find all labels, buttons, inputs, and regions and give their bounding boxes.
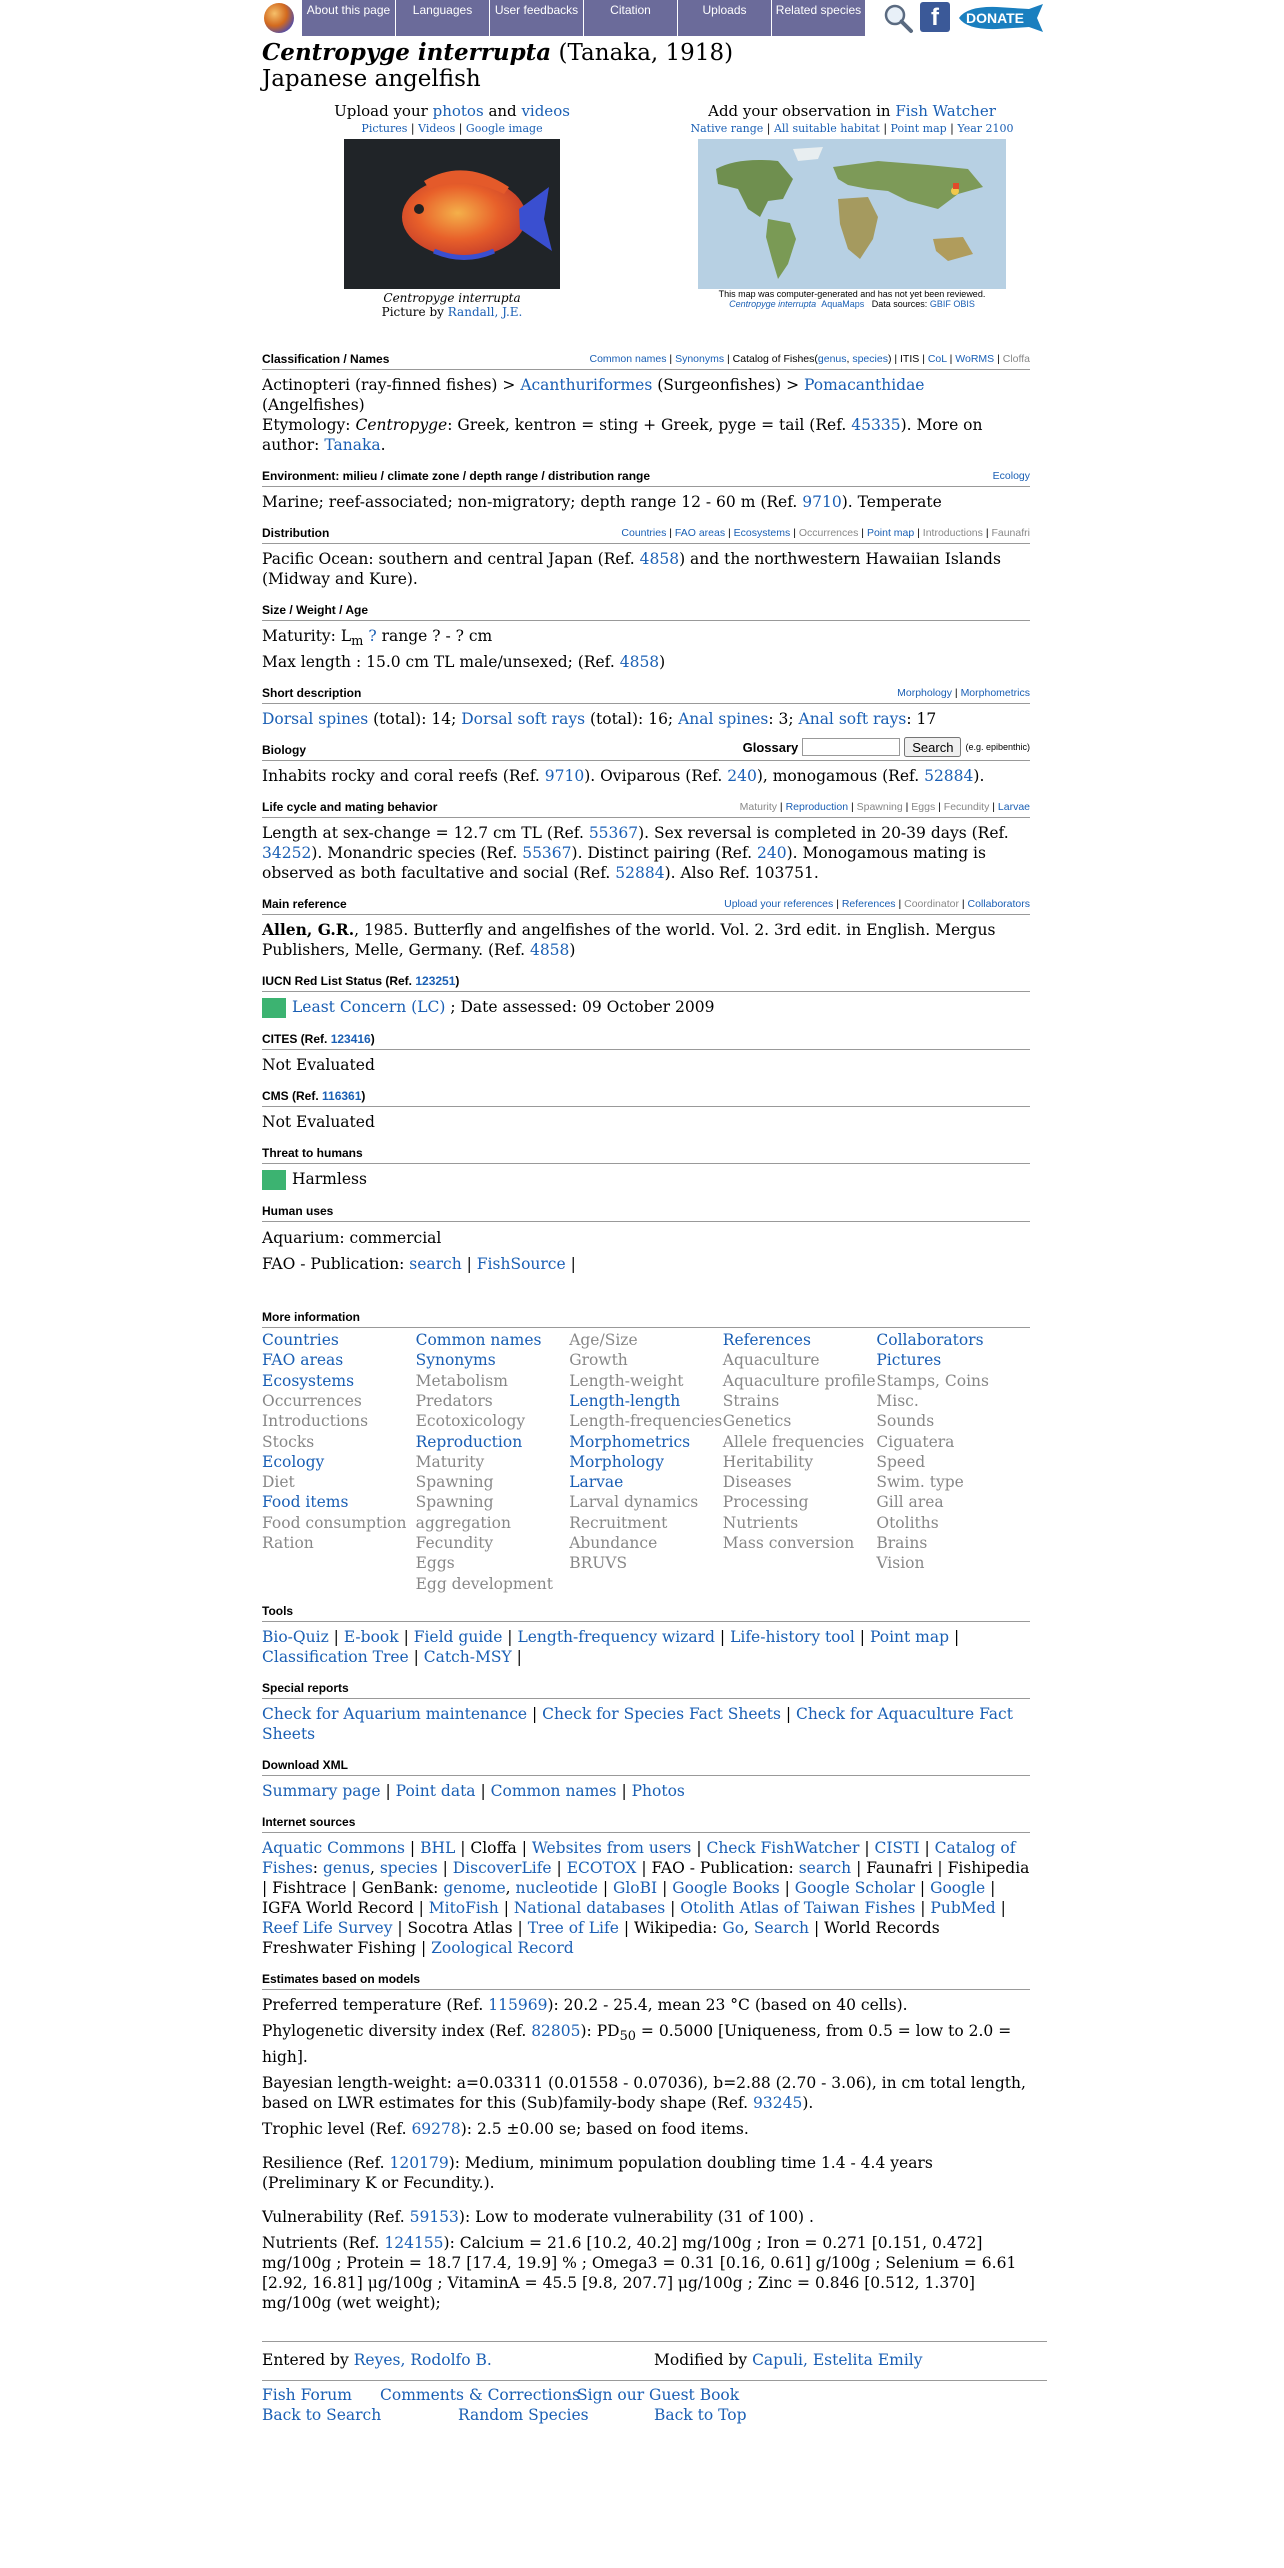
source-aquatic-commons[interactable]: Aquatic Commons: [262, 1838, 405, 1857]
source-globi[interactable]: GloBI: [612, 1878, 658, 1897]
more-info-common-names[interactable]: Common names: [415, 1331, 542, 1350]
nav-citation[interactable]: Citation: [584, 0, 678, 36]
ref-link[interactable]: 240: [757, 844, 787, 863]
fao-search-link[interactable]: search: [409, 1255, 462, 1274]
more-info-diseases: Diseases: [722, 1473, 792, 1492]
photo-panel: [322, 102, 582, 319]
morphometrics-link[interactable]: Morphometrics: [960, 687, 1030, 700]
ref-link[interactable]: 69278: [411, 2120, 461, 2139]
source-discoverlife[interactable]: DiscoverLife: [452, 1858, 552, 1877]
human-uses-text: [262, 1228, 1030, 1274]
collaborators-link[interactable]: Collaborators: [967, 898, 1030, 911]
source-go[interactable]: Go: [722, 1918, 745, 1937]
ecology-link[interactable]: Ecology: [992, 470, 1030, 482]
source-tree-of-life[interactable]: Tree of Life: [527, 1918, 619, 1937]
ref-link[interactable]: 123416: [330, 1032, 371, 1047]
more-info-spawning: Spawning: [415, 1493, 494, 1512]
fish-illustration: [344, 139, 560, 289]
short-description-text: Dorsal spines (total): 14; Dorsal soft rays (total): 16; Anal spines: 3; Anal soft rays: 17: [262, 710, 937, 729]
nav-about-this-page[interactable]: About this page: [302, 0, 396, 36]
more-info-metabolism: Metabolism: [415, 1371, 508, 1390]
more-info-predators: Predators: [415, 1391, 493, 1410]
section-distribution: [262, 526, 1030, 589]
more-info-age-size: Age/Size: [569, 1331, 638, 1350]
more-info-heritability: Heritability: [722, 1452, 814, 1471]
more-info-ecology[interactable]: Ecology: [262, 1452, 325, 1471]
more-info-spawning: Spawning: [415, 1473, 494, 1492]
download-xml-links: Summary page | Point data | Common names | Photos: [262, 1781, 685, 1800]
check-for-species-fact-sheets-link[interactable]: Check for Species Fact Sheets: [542, 1704, 781, 1723]
ref-link[interactable]: 240: [727, 767, 757, 786]
distribution-map[interactable]: [698, 139, 1006, 289]
section-classification: [262, 352, 1030, 455]
world-map-illustration: [698, 139, 1006, 289]
more-info-gill-area: Gill area: [876, 1493, 944, 1512]
length-frequency-wizard-link[interactable]: Length-frequency wizard: [517, 1627, 715, 1646]
section-header: CITES (Ref. 123416): [262, 1032, 1030, 1050]
more-info-collaborators[interactable]: Collaborators: [876, 1331, 984, 1350]
common-names-link[interactable]: Common names: [589, 353, 667, 365]
section-header: Size / Weight / Age: [262, 603, 1030, 621]
more-info-aggregation: aggregation: [415, 1513, 511, 1532]
glossary-input[interactable]: [802, 738, 900, 756]
photos-link[interactable]: Photos: [631, 1781, 685, 1800]
countries-link[interactable]: Countries: [621, 527, 667, 539]
ref-link[interactable]: 9710: [544, 767, 585, 786]
more-info-larvae[interactable]: Larvae: [569, 1473, 624, 1492]
source-google-scholar[interactable]: Google Scholar: [794, 1878, 915, 1897]
random-species-link[interactable]: Random Species: [458, 2406, 589, 2425]
ref-link[interactable]: 124155: [384, 2234, 444, 2253]
order-link[interactable]: Acanthuriformes: [520, 376, 653, 394]
family-link[interactable]: Pomacanthidae: [804, 376, 925, 394]
more-info-pictures[interactable]: Pictures: [876, 1351, 942, 1370]
entered-by-link[interactable]: Reyes, Rodolfo B.: [353, 2351, 492, 2370]
comments-corrections-link[interactable]: Comments & Corrections: [380, 2386, 580, 2405]
back-to-top-link[interactable]: Back to Top: [654, 2406, 747, 2425]
size-text: Maturity: $L_m$ ? range ? - ? cm Max length : 15.0 cm TL male/unsexed; (Ref. 4858): [262, 627, 666, 672]
ref-link[interactable]: 55367: [588, 824, 639, 843]
more-info-column: [876, 1330, 1030, 1594]
more-info-ration: Ration: [262, 1534, 314, 1553]
footer-divider: [262, 2380, 1047, 2381]
section-header: Internet sources: [262, 1815, 1030, 1833]
maturity-link[interactable]: ?: [368, 627, 377, 645]
fish-photo[interactable]: [344, 139, 560, 289]
section-header: Distribution Countries | FAO areas | Ecosystems | Occurrences | Point map | Introductions | Faunafri: [262, 526, 1030, 544]
section-life-cycle: [262, 800, 1030, 883]
ref-link[interactable]: 120179: [389, 2154, 449, 2173]
photo-links: Pictures | Videos | Google image: [361, 122, 543, 135]
dorsal-soft-rays-link[interactable]: Dorsal soft rays: [461, 710, 586, 729]
source-label-fao-publication: FAO - Publication:: [651, 1858, 794, 1877]
more-info-swim-type: Swim. type: [876, 1473, 964, 1492]
summary-page-link[interactable]: Summary page: [262, 1781, 381, 1800]
nav-languages[interactable]: Languages: [396, 0, 490, 36]
more-info-vision: Vision: [876, 1554, 925, 1573]
ecosystems-link[interactable]: Ecosystems: [733, 527, 791, 539]
section-main-reference: [262, 897, 1030, 960]
more-info-allele-frequencies: Allele frequencies: [722, 1432, 865, 1451]
more-info-food-consumption: Food consumption: [262, 1513, 407, 1532]
fao-publication: FAO - Publication: search | FishSource |: [262, 1255, 576, 1274]
source-genome[interactable]: genome: [443, 1878, 506, 1897]
references-link[interactable]: References: [841, 898, 896, 911]
iucn-status: Least Concern (LC) ; Date assessed: 09 October 2009: [262, 997, 1030, 1018]
upload-references-link[interactable]: Upload your references: [724, 898, 834, 911]
source-google[interactable]: Google: [930, 1878, 986, 1897]
footer-credits: Entered by Reyes, Rodolfo B. Modified by Capuli, Estelita Emily: [262, 2351, 923, 2370]
source-label-world-records-freshwater-fishing: World Records Freshwater Fishing: [262, 1918, 940, 1957]
distribution-text: Pacific Ocean: southern and central Japan (Ref. 4858) and the northwestern Hawaiian Islands (Midway and Kure).: [262, 550, 1001, 588]
catalog-genus-link[interactable]: genus: [817, 353, 847, 365]
map-species-link[interactable]: Centropyge interrupta: [729, 299, 817, 309]
more-info-growth: Growth: [569, 1351, 628, 1370]
source-label-wikipedia: Wikipedia:: [633, 1918, 718, 1937]
ref-link[interactable]: 59153: [409, 2208, 459, 2227]
environment-text: Marine; reef-associated; non-migratory; depth range 12 - 60 m (Ref. 9710). Temperate: [262, 493, 942, 511]
photographer-link[interactable]: Randall, J.E.: [447, 305, 523, 319]
check-for-aquaculture-fact-sheets-link[interactable]: Check for Aquaculture Fact Sheets: [262, 1704, 1013, 1743]
ref-link[interactable]: 34252: [262, 844, 312, 863]
photo-caption: Centropyge interrupta: [383, 291, 521, 305]
map-point-map-link[interactable]: Point map: [890, 122, 947, 135]
aquarium-use: Aquarium: commercial: [262, 1229, 442, 1248]
page-title: [262, 40, 1047, 66]
common-names-link[interactable]: Common names: [490, 1781, 617, 1800]
biology-text: Inhabits rocky and coral reefs (Ref. 9710). Oviparous (Ref. 240), monogamous (Ref. 52884).: [262, 767, 985, 786]
source-ecotox[interactable]: ECOTOX: [566, 1858, 637, 1877]
more-info-ciguatera: Ciguatera: [876, 1432, 955, 1451]
photo-credit: Picture by Randall, J.E.: [381, 305, 523, 319]
source-websites-from-users[interactable]: Websites from users: [531, 1838, 692, 1857]
more-info-food-items[interactable]: Food items: [262, 1493, 349, 1512]
field-guide-link[interactable]: Field guide: [413, 1627, 503, 1646]
tools-links: Bio-Quiz | E-book | Field guide | Length-frequency wizard | Life-history tool | Point map | Classification Tree | Catch-MSY |: [262, 1627, 960, 1666]
more-info-synonyms[interactable]: Synonyms: [415, 1351, 496, 1370]
source-search[interactable]: Search: [753, 1918, 810, 1937]
nav-user-feedbacks[interactable]: User feedbacks: [490, 0, 584, 36]
section-biology: [262, 739, 1030, 786]
ref-link[interactable]: 45335: [851, 416, 901, 434]
col-link[interactable]: CoL: [927, 353, 947, 365]
section-estimates: [262, 1972, 1030, 2313]
source-national-databases[interactable]: National databases: [513, 1898, 666, 1917]
map-year-2100-link[interactable]: Year 2100: [957, 122, 1014, 135]
author-link[interactable]: Tanaka: [324, 436, 381, 454]
donate-button[interactable]: [957, 3, 1047, 33]
life-cycle-text: Length at sex-change = 12.7 cm TL (Ref. 55367). Sex reversal is completed in 20-39 days (Ref. 34252). Monandric species (Ref. 55367). Distinct pairing (Ref. 240). Monogamous mating is observed as both facultative and social (Ref. 52884). Also Ref. 103751.: [262, 824, 1009, 883]
ref-link[interactable]: 82805: [531, 2021, 581, 2040]
section-header: Main reference Upload your references | References | Coordinator | Collaborators: [262, 897, 1030, 915]
gbif-link[interactable]: GBIF: [929, 299, 951, 309]
catalog-species-link[interactable]: species: [852, 353, 888, 365]
point-data-link[interactable]: Point data: [395, 1781, 476, 1800]
section-header: Download XML: [262, 1758, 1030, 1776]
more-info-larval-dynamics: Larval dynamics: [569, 1493, 699, 1512]
section-header: Special reports: [262, 1681, 1030, 1699]
source-label-cloffa: Cloffa: [470, 1838, 517, 1857]
fish-watcher-link[interactable]: Fish Watcher: [895, 102, 996, 120]
section-internet-sources: [262, 1815, 1030, 1958]
bio-quiz-link[interactable]: Bio-Quiz: [262, 1627, 329, 1646]
more-info-aquaculture: Aquaculture: [722, 1351, 820, 1370]
morphology-link[interactable]: Morphology: [897, 687, 952, 700]
section-header: CMS (Ref. 116361): [262, 1089, 1030, 1107]
upload-photos-link[interactable]: photos: [432, 102, 484, 120]
observation-prompt: Add your observation in Fish Watcher: [708, 102, 996, 120]
section-header: Biology Glossary Search (e.g. epibenthic): [262, 743, 1030, 761]
classification-text: Actinopteri (ray-finned fishes) > Acanthuriformes (Surgeonfishes) > Pomacanthidae (Angelfishes) Etymology: Centropyge: Greek, kentron = sting + Greek, pyge = tail (Ref. 45335). More on author: Tanaka.: [262, 376, 983, 454]
scientific-name: Centropyge interrupta: [262, 39, 552, 66]
section-header: More information: [262, 1310, 1030, 1328]
back-to-search-link[interactable]: Back to Search: [262, 2406, 382, 2425]
guest-book-link[interactable]: Sign our Guest Book: [577, 2386, 740, 2405]
glossary-search: Glossary Search (e.g. epibenthic): [743, 737, 1030, 757]
anal-spines-link[interactable]: Anal spines: [678, 710, 769, 729]
more-info-speed: Speed: [876, 1452, 926, 1471]
upload-prefix: Upload your: [334, 102, 428, 120]
point-map-link[interactable]: Point map: [866, 527, 915, 539]
more-info-column: [416, 1330, 570, 1594]
source-label-igfa-world-record: IGFA World Record: [262, 1898, 414, 1917]
section-size: [262, 603, 1030, 672]
media-row: [262, 102, 1047, 332]
fao-areas-link[interactable]: FAO areas: [674, 527, 726, 539]
section-header: IUCN Red List Status (Ref. 123251): [262, 974, 1030, 992]
donate-label: DONATE: [965, 10, 1025, 26]
section-cites: [262, 1032, 1030, 1075]
more-info-egg-development: Egg development: [415, 1574, 553, 1593]
classification-links: Common names | Synonyms | Catalog of Fishes(genus, species) | ITIS | CoL | WoRMS | Cloffa: [589, 353, 1030, 365]
section-short-description: [262, 686, 1030, 729]
worms-link[interactable]: WoRMS: [955, 353, 995, 365]
source-label-faunafri: Faunafri: [866, 1858, 933, 1877]
footer-links-row1: [262, 2385, 1047, 2405]
main-reference-text: Allen, G.R., 1985. Butterfly and angelfishes of the world. Vol. 2. 3rd edit. in English. Mergus Publishers, Melle, Germany. (Ref. 4858): [262, 920, 996, 960]
more-info-genetics: Genetics: [722, 1412, 792, 1431]
more-info-column: [723, 1330, 877, 1594]
ref-link[interactable]: 123251: [415, 974, 456, 989]
reproduction-link[interactable]: Reproduction: [785, 801, 849, 814]
more-info-fao-areas[interactable]: FAO areas: [262, 1351, 344, 1370]
section-header: Tools: [262, 1604, 1030, 1622]
more-info-introductions: Introductions: [262, 1412, 369, 1431]
more-info-eggs: Eggs: [415, 1554, 455, 1573]
ref-link[interactable]: 93245: [753, 2094, 803, 2113]
ref-link[interactable]: 9710: [802, 493, 842, 511]
point-map-link[interactable]: Point map: [869, 1627, 950, 1646]
section-header: Human uses: [262, 1204, 1030, 1222]
footer-links-row2: [262, 2405, 1047, 2425]
more-info-brains: Brains: [876, 1534, 928, 1553]
more-info-stocks: Stocks: [262, 1432, 315, 1451]
source-genus[interactable]: genus: [322, 1858, 370, 1877]
more-info-stamps-coins-misc: Stamps, Coins Misc.: [876, 1371, 989, 1410]
dorsal-spines-link[interactable]: Dorsal spines: [262, 710, 369, 729]
glossary-search-button[interactable]: Search: [904, 737, 961, 757]
more-info-fecundity: Fecundity: [415, 1534, 494, 1553]
section-header: Threat to humans: [262, 1146, 1030, 1164]
more-info-length-weight: Length-weight: [569, 1371, 684, 1390]
fish-forum-link[interactable]: Fish Forum: [262, 2386, 352, 2405]
threat-text: Harmless: [262, 1169, 1030, 1190]
more-info-length-frequencies: Length-frequencies: [569, 1412, 723, 1431]
upload-prompt: [322, 102, 582, 120]
more-info-processing: Processing: [722, 1493, 809, 1512]
upload-and: and: [488, 102, 517, 120]
more-info-reproduction[interactable]: Reproduction: [415, 1432, 523, 1451]
more-info-mass-conversion: Mass conversion: [722, 1534, 855, 1553]
source-bhl[interactable]: BHL: [420, 1838, 456, 1857]
ref-link[interactable]: 4858: [529, 941, 570, 960]
classification-tree-link[interactable]: Classification Tree: [262, 1647, 409, 1666]
photo-google-image-link[interactable]: Google image: [465, 122, 543, 135]
footer-divider: [262, 2341, 1047, 2342]
source-cisti[interactable]: CISTI: [874, 1838, 920, 1857]
source-check-fishwatcher[interactable]: Check FishWatcher: [706, 1838, 860, 1857]
more-info-morphometrics[interactable]: Morphometrics: [569, 1432, 691, 1451]
section-iucn: [262, 974, 1030, 1018]
source-mitofish[interactable]: MitoFish: [428, 1898, 499, 1917]
section-cms: [262, 1089, 1030, 1132]
more-info-occurrences: Occurrences: [262, 1391, 362, 1410]
ref-link[interactable]: 55367: [522, 844, 572, 863]
map-note: This map was computer-generated and has not yet been reviewed.: [718, 289, 986, 299]
more-info-strains: Strains: [722, 1391, 780, 1410]
catch-msy-link[interactable]: Catch-MSY: [423, 1647, 512, 1666]
iucn-status-link[interactable]: Least Concern (LC): [292, 998, 446, 1017]
more-info-sounds: Sounds: [876, 1412, 935, 1431]
more-info-countries[interactable]: Countries: [262, 1331, 339, 1350]
ref-link[interactable]: 52884: [924, 767, 974, 786]
obis-link[interactable]: OBIS: [953, 299, 975, 309]
map-sources: Centropyge interrupta AquaMaps Data sources: GBIF OBIS: [729, 299, 975, 309]
check-for-aquarium-maintenance-link[interactable]: Check for Aquarium maintenance: [262, 1704, 528, 1723]
status-badge: [262, 1170, 286, 1190]
source-pubmed[interactable]: PubMed: [930, 1898, 996, 1917]
estimates-text: Preferred temperature (Ref. 115969): 20.2 - 25.4, mean 23 °C (based on 40 cells). Phylogenetic diversity index (Ref. 82805): $PD_{50} = 0.5000$ [Uniqueness, from 0.5 = low to 2.0 = high]. Bayesian length-weight: a=0.03311 (0.01558 - 0.07036), b=2.88 (2.70 - 3.06), in cm total length, based on LWR estimates for this (Sub)family-body shape (Ref. 93245). Trophic level (Ref. 69278): 2.5 ±0.00 se; based on food items. Resilience (Ref. 120179): Medium, minimum population doubling time 1.4 - 4.4 years (Preliminary K or Fecundity.). Vulnerability (Ref. 59153): Low to moderate vulnerability (31 of 100) . Nutrients (Ref. 124155): Calcium = 21.6 [10.2, 40.2] mg/100g ; Iron = 0.271 [0.151, 0.472] mg/100g ; Protein = 18.7 [17.4, 19.9] % ; Omega3 = 0.31 [0.16, 0.61] g/100g ; Selenium = 6.61 [2.92, 16.81] μg/100g ; VitaminA = 45.5 [9.8, 207.7] μg/100g ; Zinc = 0.846 [0.512, 1.370] mg/100g (wet weight);: [262, 1995, 1026, 2313]
section-header: Estimates based on models: [262, 1972, 1030, 1990]
section-more-information: [262, 1310, 1030, 1594]
nav-menu: [302, 0, 866, 36]
section-threat: [262, 1146, 1030, 1190]
section-header: Life cycle and mating behavior Maturity | Reproduction | Spawning | Eggs | Fecundity | Larvae: [262, 800, 1030, 818]
ref-link[interactable]: 52884: [615, 864, 665, 883]
source-google-books[interactable]: Google Books: [672, 1878, 780, 1897]
fishsource-link[interactable]: FishSource: [476, 1255, 566, 1274]
nav-uploads[interactable]: Uploads: [678, 0, 772, 36]
source-label-fishtrace: Fishtrace: [272, 1878, 347, 1897]
ref-link[interactable]: 4858: [619, 653, 660, 672]
search-icon[interactable]: [882, 2, 914, 34]
more-info-length-length[interactable]: Length-length: [569, 1391, 681, 1410]
source-catalog-of-fishes[interactable]: Catalog of Fishes: [262, 1838, 1016, 1877]
facebook-icon[interactable]: f: [920, 2, 950, 32]
source-species[interactable]: species: [379, 1858, 438, 1877]
cites-text: Not Evaluated: [262, 1056, 375, 1075]
more-info-recruitment: Recruitment: [569, 1513, 668, 1532]
section-special-reports: [262, 1681, 1030, 1744]
special-reports-links: Check for Aquarium maintenance | Check for Species Fact Sheets | Check for Aquaculture Fact Sheets: [262, 1704, 1013, 1743]
synonyms-link[interactable]: Synonyms: [675, 353, 725, 365]
more-info-maturity: Maturity: [415, 1452, 485, 1471]
section-header: Environment: milieu / climate zone / depth range / distribution range Ecology: [262, 469, 1030, 487]
aquamaps-link[interactable]: AquaMaps: [821, 299, 865, 309]
map-panel: [682, 102, 1022, 309]
source-label-fishipedia: Fishipedia: [947, 1858, 1030, 1877]
ref-link[interactable]: 116361: [322, 1089, 362, 1104]
ref-link[interactable]: 115969: [488, 1995, 548, 2014]
photo-videos-link[interactable]: Videos: [418, 122, 456, 135]
life-history-tool-link[interactable]: Life-history tool: [730, 1627, 855, 1646]
status-badge: [262, 998, 286, 1018]
section-tools: [262, 1604, 1030, 1667]
more-info-nutrients: Nutrients: [722, 1513, 799, 1532]
more-info-abundance: Abundance: [569, 1534, 658, 1553]
map-native-range-link[interactable]: Native range: [690, 122, 764, 135]
more-info-column: [569, 1330, 723, 1594]
section-human-uses: [262, 1204, 1030, 1274]
source-reef-life-survey[interactable]: Reef Life Survey: [262, 1918, 393, 1937]
section-environment: [262, 469, 1030, 512]
source-otolith-atlas-of-taiwan-fishes[interactable]: Otolith Atlas of Taiwan Fishes: [680, 1898, 916, 1917]
source-zoological-record[interactable]: Zoological Record: [431, 1938, 574, 1957]
nav-related-species[interactable]: Related species: [772, 0, 866, 36]
species-author: (Tanaka, 1918): [558, 40, 734, 66]
more-info-grid: [262, 1330, 1030, 1594]
more-info-column: [262, 1330, 416, 1594]
source-search[interactable]: search: [798, 1858, 852, 1877]
more-info-ecosystems[interactable]: Ecosystems: [262, 1371, 355, 1390]
ref-link[interactable]: 4858: [639, 550, 680, 568]
source-label-socotra-atlas: Socotra Atlas: [407, 1918, 513, 1937]
internet-sources-links: Aquatic Commons | BHL | Cloffa | Websites from users | Check FishWatcher | CISTI | Catalog of Fishes: genus, species | DiscoverLife | ECOTOX | FAO - Publication: search | Faunafri | Fishipedia | Fishtrace | GenBank: genome, nucleotide | GloBI | Google Books | Google Scholar | Google | IGFA World Record | MitoFish | National databases | Otolith Atlas of Taiwan Fishes | PubMed | Reef Life Survey | Socotra Atlas | Tree of Life | Wikipedia: Go, Search | World Records Freshwater Fishing | Zoological Record: [262, 1838, 1030, 1957]
source-label-genbank: GenBank:: [361, 1878, 439, 1897]
species-summary-page: [262, 0, 1047, 2425]
modified-by-link[interactable]: Capuli, Estelita Emily: [752, 2351, 923, 2370]
anal-soft-rays-link[interactable]: Anal soft rays: [798, 710, 907, 729]
top-navigation: [262, 0, 1047, 36]
common-name: Japanese angelfish: [262, 66, 481, 92]
section-download-xml: [262, 1758, 1030, 1801]
more-info-ecotoxicology: Ecotoxicology: [415, 1412, 526, 1431]
more-info-diet: Diet: [262, 1473, 295, 1492]
photo-pictures-link[interactable]: Pictures: [361, 122, 408, 135]
more-info-aquaculture-profile: Aquaculture profile: [722, 1371, 876, 1390]
section-header: Short description Morphology | Morphometrics: [262, 686, 1030, 704]
larvae-link[interactable]: Larvae: [997, 801, 1030, 814]
more-info-references[interactable]: References: [722, 1331, 811, 1350]
more-info-otoliths: Otoliths: [876, 1513, 939, 1532]
section-header: Classification / Names Common names | Synonyms | Catalog of Fishes(genus, species) | ITIS | CoL | WoRMS | Cloffa: [262, 352, 1030, 370]
more-info-morphology[interactable]: Morphology: [569, 1452, 665, 1471]
cms-text: Not Evaluated: [262, 1113, 375, 1132]
e-book-link[interactable]: E-book: [343, 1627, 399, 1646]
source-nucleotide[interactable]: nucleotide: [515, 1878, 598, 1897]
fishbase-logo-icon[interactable]: [264, 3, 294, 33]
upload-videos-link[interactable]: videos: [521, 102, 570, 120]
map-links: Native range | All suitable habitat | Point map | Year 2100: [690, 122, 1014, 135]
more-info-bruvs: BRUVS: [569, 1554, 628, 1573]
map-all-suitable-habitat-link[interactable]: All suitable habitat: [773, 122, 880, 135]
